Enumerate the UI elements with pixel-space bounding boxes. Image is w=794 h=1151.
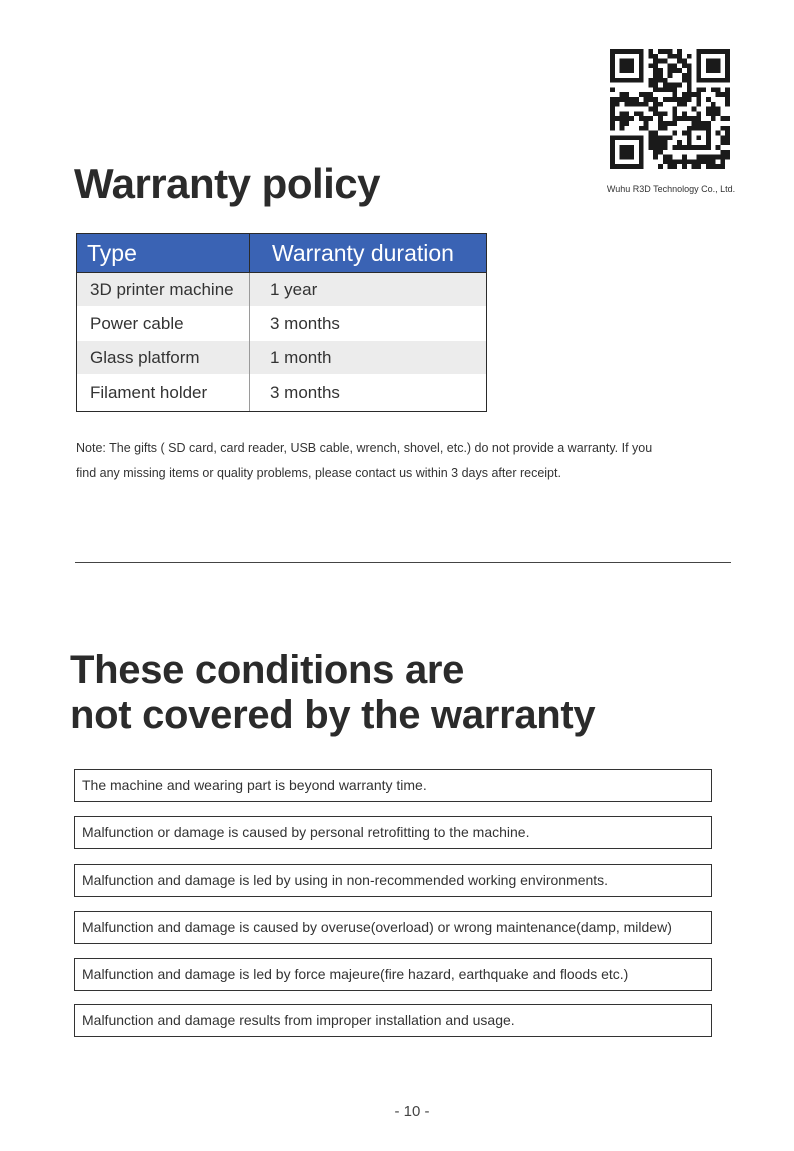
conditions-title-line-2: not covered by the warranty — [70, 693, 596, 737]
duration-cell: 3 months — [250, 375, 487, 412]
table-row — [77, 273, 487, 307]
duration-cell: 1 month — [250, 341, 487, 375]
table-header-row — [77, 234, 487, 273]
warranty-note — [76, 436, 716, 486]
condition-item: Malfunction or damage is caused by personal retrofitting to the machine. — [74, 816, 712, 849]
condition-item: Malfunction and damage results from improper installation and usage. — [74, 1004, 712, 1037]
warranty-table — [76, 233, 487, 412]
type-cell: Power cable — [77, 307, 250, 341]
conditions-title — [70, 648, 595, 738]
column-header-duration: Warranty duration — [250, 234, 487, 273]
company-name: Wuhu R3D Technology Co., Ltd. — [606, 184, 736, 194]
type-cell: Filament holder — [77, 375, 250, 412]
note-line-1: Note: The gifts ( SD card, card reader, USB cable, wrench, shovel, etc.) do not provide a warranty. If you — [76, 441, 653, 455]
condition-item: Malfunction and damage is caused by overuse(overload) or wrong maintenance(damp, mildew) — [74, 911, 712, 944]
column-header-type: Type — [77, 234, 250, 273]
type-cell: Glass platform — [77, 341, 250, 375]
note-line-2: find any missing items or quality problems, please contact us within 3 days after receipt. — [76, 466, 561, 480]
page-number: - 10 - — [394, 1103, 430, 1120]
condition-item: Malfunction and damage is led by using in non-recommended working environments. — [74, 864, 712, 897]
type-cell: 3D printer machine — [77, 273, 250, 307]
table-row — [77, 307, 487, 341]
qr-code — [610, 49, 730, 169]
table-row — [77, 341, 487, 375]
condition-item: The machine and wearing part is beyond warranty time. — [74, 769, 712, 802]
duration-cell: 1 year — [250, 273, 487, 307]
duration-cell: 3 months — [250, 307, 487, 341]
conditions-title-line-1: These conditions are — [70, 648, 465, 692]
table-row — [77, 375, 487, 412]
condition-item: Malfunction and damage is led by force majeure(fire hazard, earthquake and floods etc.) — [74, 958, 712, 991]
section-divider — [75, 562, 731, 563]
page-title: Warranty policy — [74, 160, 381, 207]
